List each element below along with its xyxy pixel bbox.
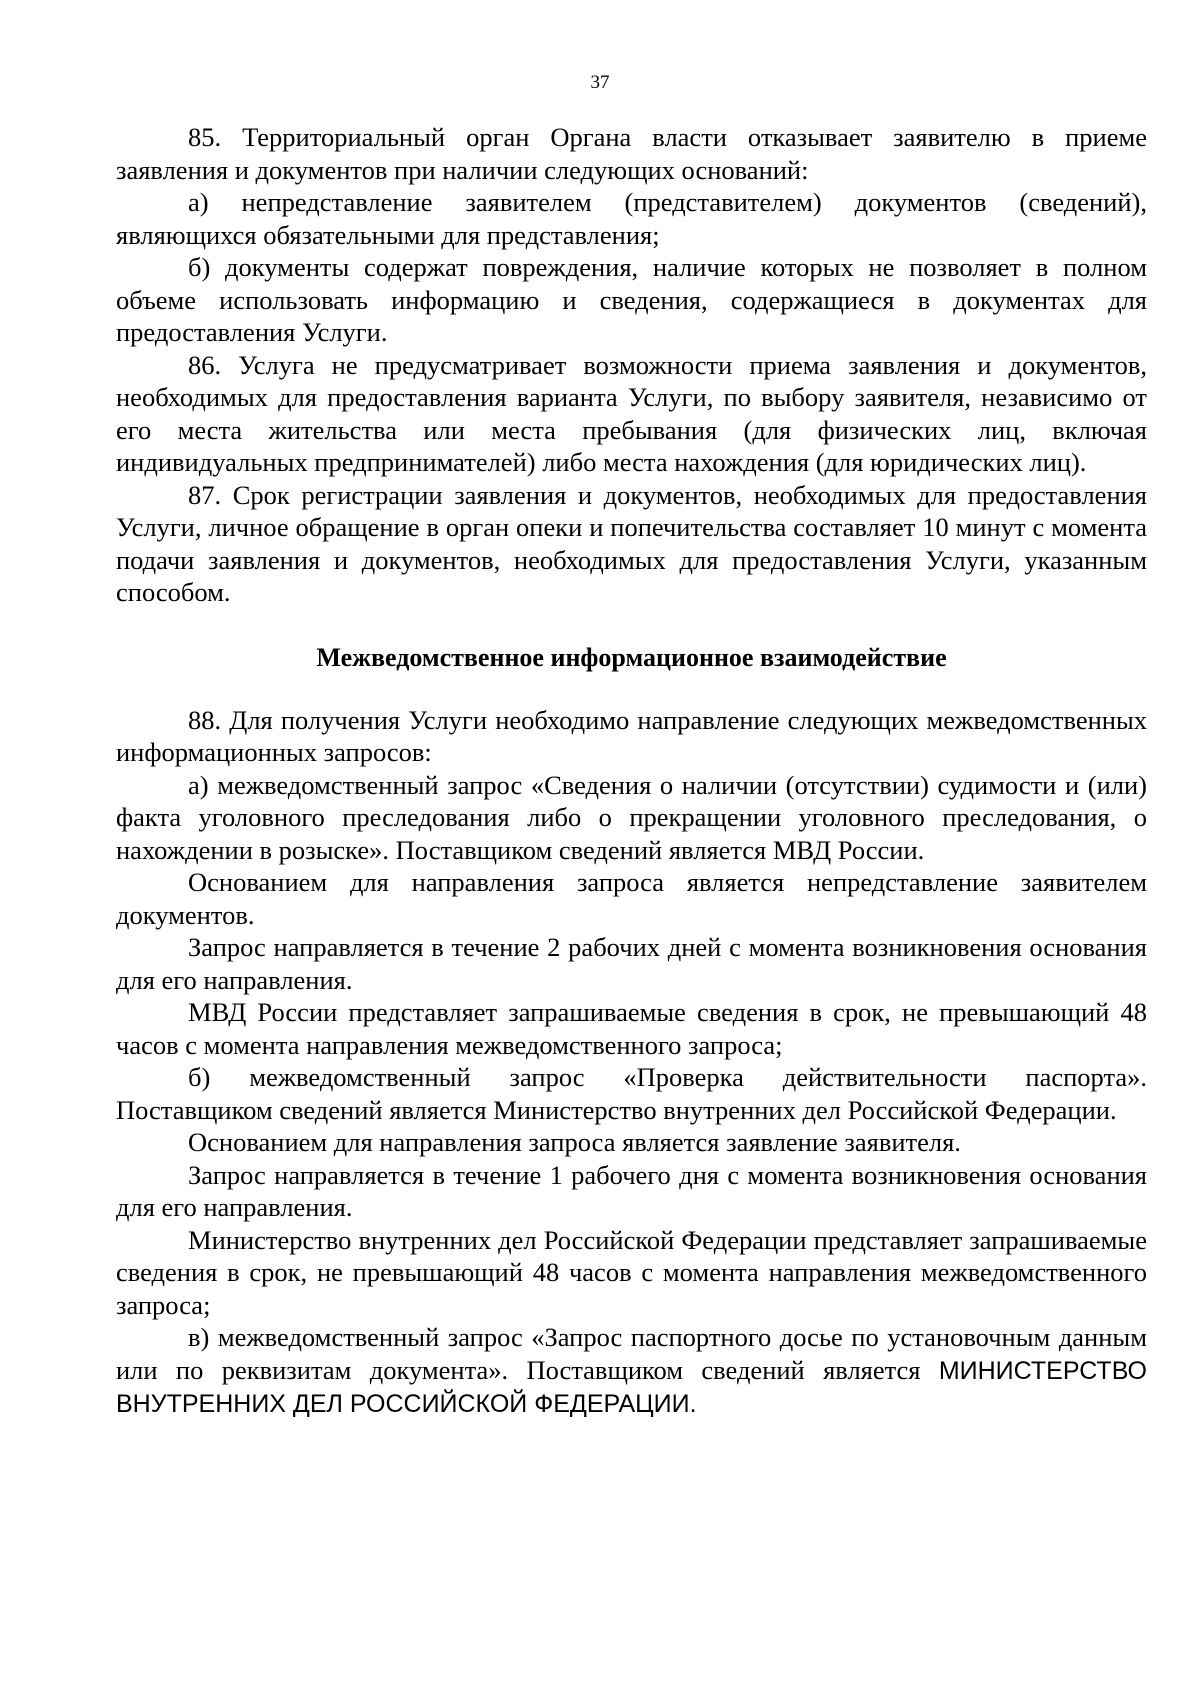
paragraph-88: 88. Для получения Услуги необходимо направление следующих межведомственных информационных запросов: bbox=[116, 704, 1147, 767]
paragraph-88-v-provider: МИНИСТЕРСТВО ВНУТРЕННИХ ДЕЛ РОССИЙСКОЙ ФЕДЕРАЦИИ. bbox=[116, 1356, 1147, 1418]
paragraph-88-b: б) межведомственный запрос «Проверка действительности паспорта». Поставщиком сведений является Министерство внутренних дел Российской Федерации. bbox=[116, 1062, 1147, 1125]
paragraph-87: 87. Срок регистрации заявления и документов, необходимых для предоставления Услуги, личное обращение в орган опеки и попечительства составляет 10 минут с момента подачи заявления и документов, необходимых для предоставления Услуги, указанным способом. bbox=[116, 479, 1147, 607]
paragraph-88-b-term: Запрос направляется в течение 1 рабочего дня с момента возникновения основания для его направления. bbox=[116, 1159, 1147, 1222]
paragraph-85-a: а) непредставление заявителем (представителем) документов (сведений), являющихся обязательными для представления; bbox=[116, 187, 1147, 250]
page-number: 37 bbox=[590, 72, 610, 93]
paragraph-88-b-basis: Основанием для направления запроса является заявление заявителя. bbox=[188, 1127, 961, 1157]
paragraph-88-a-term: Запрос направляется в течение 2 рабочих дней с момента возникновения основания для его направления. bbox=[116, 932, 1147, 995]
paragraph-86: 86. Услуга не предусматривает возможности приема заявления и документов, необходимых для предоставления варианта Услуги, по выбору заявителя, независимо от его места жительства или места пребывания (для физических лиц, включая индивидуальных предпринимателей) либо места нахождения (для юридических лиц). bbox=[116, 349, 1147, 477]
paragraph-85: 85. Территориальный орган Органа власти отказывает заявителю в приеме заявления и документов при наличии следующих оснований: bbox=[116, 122, 1147, 185]
paragraph-88-v-text: в) межведомственный запрос «Запрос паспортного досье по установочным данным или по реквизитам документа». Поставщиком сведений является bbox=[116, 1322, 1147, 1385]
paragraph-88-v bbox=[116, 1321, 1147, 1421]
section-heading: Межведомственное информационное взаимодействие bbox=[316, 642, 947, 672]
paragraph-85-b: б) документы содержат повреждения, наличие которых не позволяет в полном объеме использовать информацию и сведения, содержащиеся в документах для предоставления Услуги. bbox=[116, 252, 1147, 347]
paragraph-88-a: а) межведомственный запрос «Сведения о наличии (отсутствии) судимости и (или) факта уголовного преследования либо о прекращении уголовного преследования, о нахождении в розыске». Поставщиком сведений является МВД России. bbox=[116, 769, 1147, 865]
document-body bbox=[116, 121, 1147, 1421]
paragraph-88-b-provider-term: Министерство внутренних дел Российской Федерации представляет запрашиваемые сведения в срок, не превышающий 48 часов с момента направления межведомственного запроса; bbox=[116, 1224, 1147, 1320]
paragraph-88-a-provider-term: МВД России представляет запрашиваемые сведения в срок, не превышающий 48 часов с момента направления межведомственного запроса; bbox=[116, 997, 1147, 1060]
paragraph-88-a-basis: Основанием для направления запроса является непредставление заявителем документов. bbox=[116, 867, 1147, 930]
